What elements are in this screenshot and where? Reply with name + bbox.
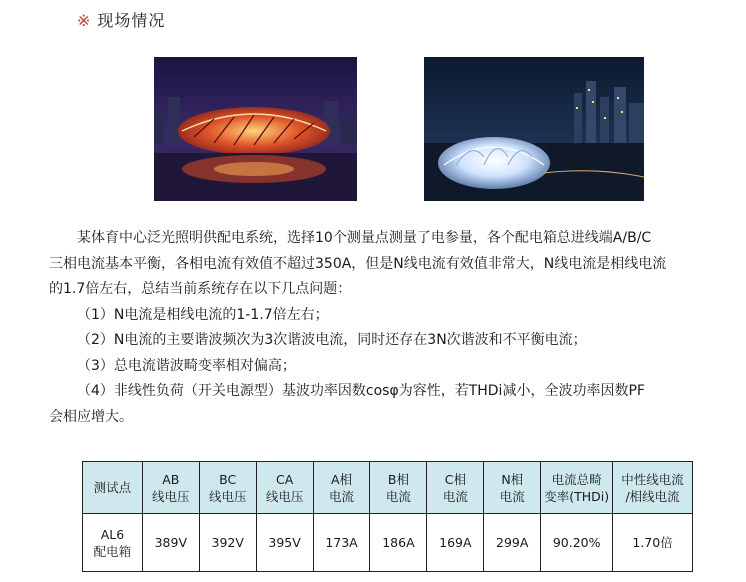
paragraph-line-3: 的1.7倍左右，总结当前系统存在以下几点问题： [49,281,352,297]
cell-c-current: 169A [427,514,484,572]
issue-item-3: （3）总电流谐波畸变率相对偏高； [77,357,296,374]
header-c-current: C相 电流 [427,462,484,514]
header-b-current: B相 电流 [370,462,427,514]
issue-item-2: （2）N电流的主要谐波频次为3次谐波电流，同时还存在3N次谐波和不平衡电流； [77,332,587,348]
issue-item-1: （1）N电流是相线电流的1-1.7倍左右； [77,306,329,323]
section-heading [77,8,165,31]
header-a-current: A相 电流 [313,462,370,514]
cell-ca-voltage: 395V [256,514,313,572]
cell-neutral-ratio: 1.70倍 [613,514,693,572]
description-paragraph [49,226,739,430]
cell-bc-voltage: 392V [199,514,256,572]
header-thdi: 电流总畸 变率(THDi) [541,462,613,514]
paragraph-line-2: 三相电流基本平衡，各相电流有效值不超过350A，但是N线电流有效值非常大，N线电流是相线电流 [49,255,667,272]
measurement-table [82,461,693,572]
table-header-row [83,462,693,514]
header-test-point: 测试点 [83,462,143,514]
header-neutral-ratio: 中性线电流 /相线电流 [613,462,693,514]
reference-mark-icon: ※ [77,11,92,30]
section-title: 现场情况 [97,11,166,30]
header-n-current: N相 电流 [484,462,541,514]
header-ab-voltage: AB 线电压 [142,462,199,514]
cell-thdi: 90.20% [541,514,613,572]
paragraph-line-1: 某体育中心泛光照明供配电系统，选择10个测量点测量了电参量，各个配电箱总进线端A/B/C [77,230,652,246]
table-row [83,514,693,572]
header-ca-voltage: CA 线电压 [256,462,313,514]
cell-b-current: 186A [370,514,427,572]
cell-test-point: AL6 配电箱 [83,514,143,572]
lotus-stadium-night-photo [424,57,644,201]
cell-ab-voltage: 389V [142,514,199,572]
cell-n-current: 299A [484,514,541,572]
cell-a-current: 173A [313,514,370,572]
issue-item-4-continued: 会相应增大。 [49,408,133,425]
issue-item-4: （4）非线性负荷（开关电源型）基波功率因数cosφ为容性，若THDi减小，全波功率因数PF [77,383,645,399]
header-bc-voltage: BC 线电压 [199,462,256,514]
bird-nest-stadium-night-photo [154,57,357,201]
